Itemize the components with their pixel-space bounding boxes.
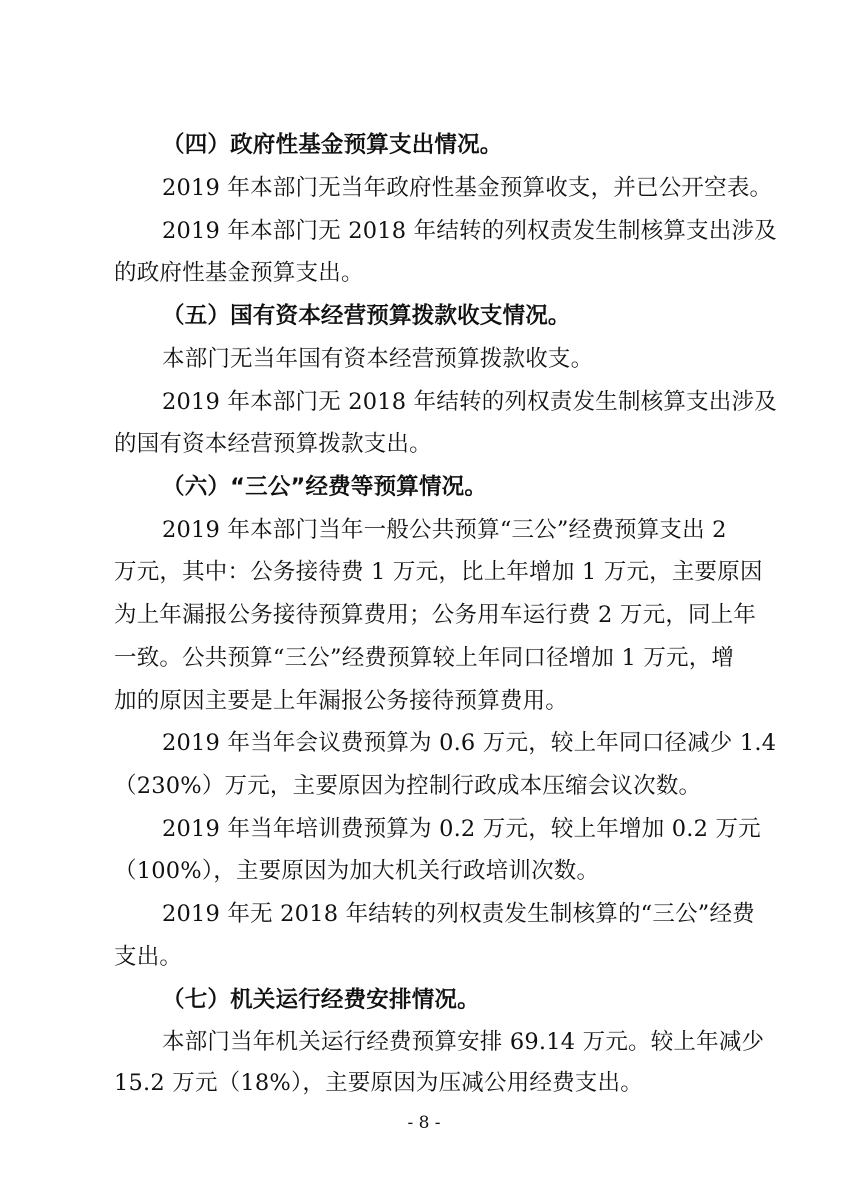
section-heading-4: （四）政府性基金预算支出情况。 (162, 132, 503, 158)
section-heading-5: （五）国有资本经营预算拨款收支情况。 (162, 303, 571, 329)
paragraph-line: 2019 年本部门无当年政府性基金预算收支，并已公开空表。 (162, 175, 773, 201)
paragraph-line: 2019 年当年培训费预算为 0.2 万元，较上年增加 0.2 万元 (162, 816, 761, 842)
section-heading-7: （七）机关运行经费安排情况。 (162, 987, 480, 1013)
paragraph-line: 支出。 (114, 944, 183, 970)
paragraph-line: 加的原因主要是上年漏报公务接待预算费用。 (114, 688, 569, 714)
page-number: - 8 - (407, 1113, 441, 1133)
paragraph-line: 的政府性基金预算支出。 (114, 260, 364, 286)
paragraph-line: 本部门无当年国有资本经营预算拨款收支。 (162, 346, 594, 372)
paragraph-line: 万元，其中：公务接待费 1 万元，比上年增加 1 万元，主要原因 (114, 559, 763, 585)
paragraph-line: 2019 年无 2018 年结转的列权责发生制核算的“三公”经费 (162, 901, 755, 927)
paragraph-line: 的国有资本经营预算拨款支出。 (114, 431, 432, 457)
paragraph-line: 2019 年本部门无 2018 年结转的列权责发生制核算支出涉及 (162, 218, 777, 244)
paragraph-line: 2019 年当年会议费预算为 0.6 万元，较上年同口径减少 1.4 (162, 730, 777, 756)
paragraph-line: 2019 年本部门无 2018 年结转的列权责发生制核算支出涉及 (162, 389, 777, 415)
section-heading-6: （六）“三公”经费等预算情况。 (162, 474, 488, 500)
paragraph-line: 2019 年本部门当年一般公共预算“三公”经费预算支出 2 (162, 517, 727, 543)
paragraph-line: 为上年漏报公务接待预算费用；公务用车运行费 2 万元，同上年 (114, 602, 757, 628)
paragraph-line: 一致。公共预算“三公”经费预算较上年同口径增加 1 万元，增 (114, 645, 735, 671)
paragraph-line: （100%），主要原因为加大机关行政培训次数。 (114, 858, 600, 884)
paragraph-line: 本部门当年机关运行经费预算安排 69.14 万元。较上年减少 (162, 1029, 765, 1055)
paragraph-line: （230%）万元，主要原因为控制行政成本压缩会议次数。 (114, 773, 702, 799)
paragraph-line: 15.2 万元（18%），主要原因为压减公用经费支出。 (114, 1070, 643, 1096)
